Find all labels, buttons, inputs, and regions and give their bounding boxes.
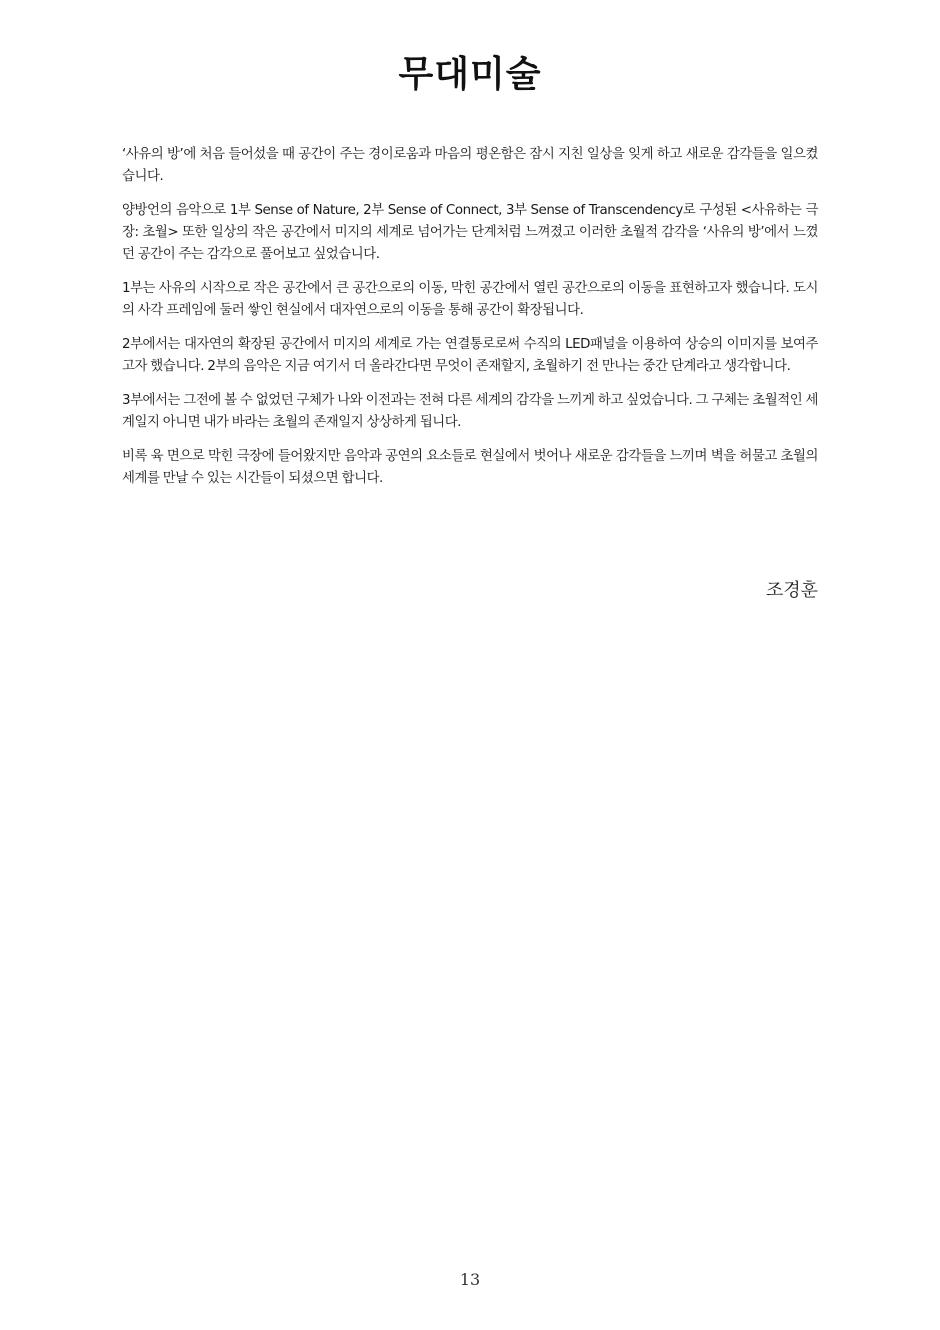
page-number: 13: [459, 1270, 481, 1289]
author-signature: 조경훈: [765, 580, 818, 601]
paragraph-3: 1부는 사유의 시작으로 작은 공간에서 큰 공간으로의 이동, 막힌 공간에서 열린 공간으로의 이동을 표현하고자 했습니다. 도시의 사각 프레임에 둘러 쌓인 현실에서 대자연으로의 이동을 통해 공간이 확장됩니다.: [122, 281, 818, 318]
paragraph-4: 2부에서는 대자연의 확장된 공간에서 미지의 세계로 가는 연결통로로써 수직의 LED패널을 이용하여 상승의 이미지를 보여주고자 했습니다. 2부의 음악은 지금 여기서 더 올라간다면 무엇이 존재할지, 초월하기 전 만나는 중간 단계라고 생각합니다.: [122, 337, 818, 374]
paragraph-6: 비록 육 면으로 막힌 극장에 들어왔지만 음악과 공연의 요소들로 현실에서 벗어나 새로운 감각들을 느끼며 벽을 허물고 초월의 세계를 만날 수 있는 시간들이 되셨으면 합니다.: [122, 449, 818, 486]
paragraph-1: ‘사유의 방’에 처음 들어섰을 때 공간이 주는 경이로움과 마음의 평온함은 잠시 지친 일상을 잊게 하고 새로운 감각들을 일으켰습니다.: [122, 147, 818, 184]
paragraph-5: 3부에서는 그전에 볼 수 없었던 구체가 나와 이전과는 전혀 다른 세계의 감각을 느끼게 하고 싶었습니다. 그 구체는 초월적인 세계일지 아니면 내가 바라는 초월의 존재일지 상상하게 됩니다.: [122, 393, 818, 430]
page-title: 무대미술: [398, 54, 542, 95]
body-text: [122, 144, 818, 502]
paragraph-2: 양방언의 음악으로 1부 Sense of Nature, 2부 Sense of Connect, 3부 Sense of Transcendency로 구성된 <사유하는 극장: 초월> 또한 일상의 작은 공간에서 미지의 세계로 넘어가는 단계처럼 느껴졌고 이러한 초월적 감각을 ‘사유의 방’에서 느꼈던 공간이 주는 감각으로 풀어보고 싶었습니다.: [122, 203, 818, 262]
